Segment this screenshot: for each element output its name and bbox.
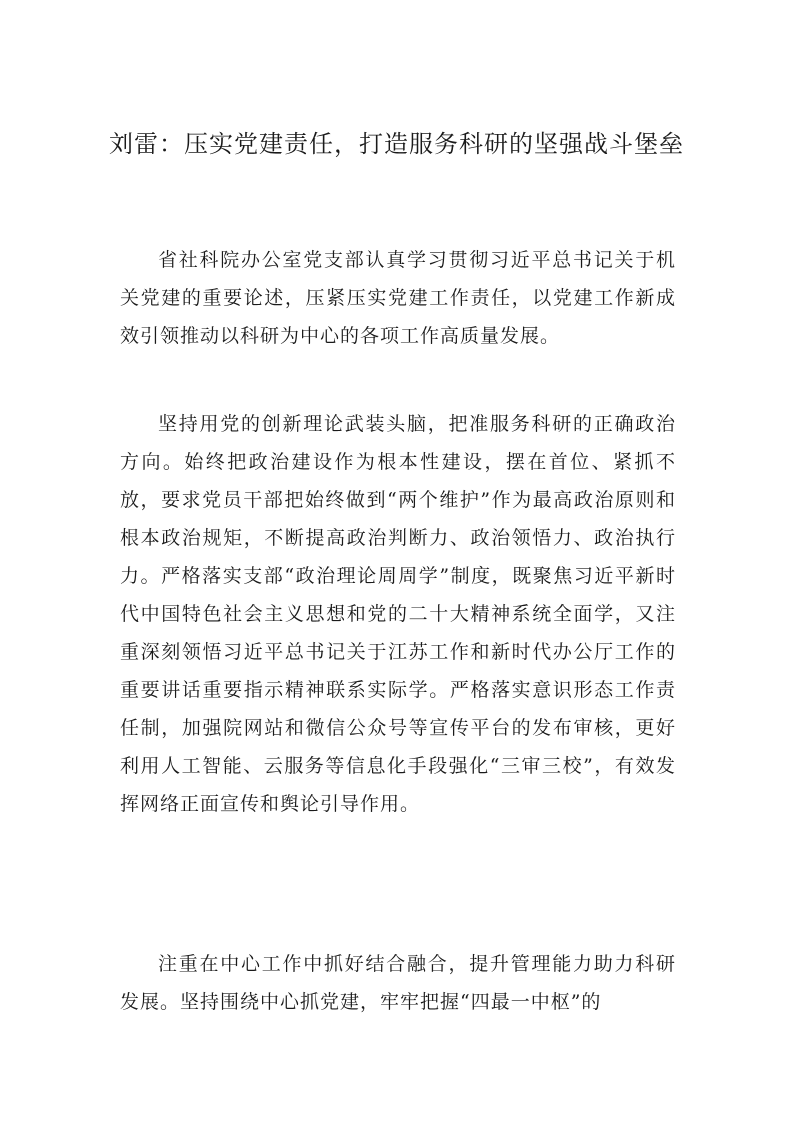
paragraph-text: 省社科院办公室党支部认真学习贯彻习近平总书记关于机关党建的重要论述，压紧压实党建工作责任，以党建工作新成效引领推动以科研为中心的各项工作高质量发展。: [120, 249, 676, 347]
paragraph-text: 坚持用党的创新理论武装头脑，把准服务科研的正确政治方向。始终把政治建设作为根本性建设，摆在首位、紧抓不放，要求党员干部把始终做到“两个维护”作为最高政治原则和根本政治规矩，不断提高政治判断力、政治领悟力、政治执行力。严格落实支部“政治理论周周学”制度，既聚焦习近平新时代中国特色社会主义思想和党的二十大精神系统全面学，又注重深刻领悟习近平总书记关于江苏工作和新时代办公厅工作的重要讲话重要指示精神联系实际学。严格落实意识形态工作责任制，加强院网站和微信公众号等宣传平台的发布审核，更好利用人工智能、云服务等信息化手段强化“三审三校”，有效发挥网络正面宣传和舆论引导作用。: [120, 413, 676, 815]
body-paragraph-3: [120, 945, 676, 1021]
body-paragraph-2: [120, 405, 676, 823]
document-title: 刘雷：压实党建责任，打造服务科研的坚强战斗堡垒: [109, 130, 684, 158]
paragraph-text: 注重在中心工作中抓好结合融合，提升管理能力助力科研发展。坚持围绕中心抓党建，牢牢把握“四最一中枢”的: [120, 953, 676, 1013]
body-paragraph-1: [120, 241, 676, 355]
